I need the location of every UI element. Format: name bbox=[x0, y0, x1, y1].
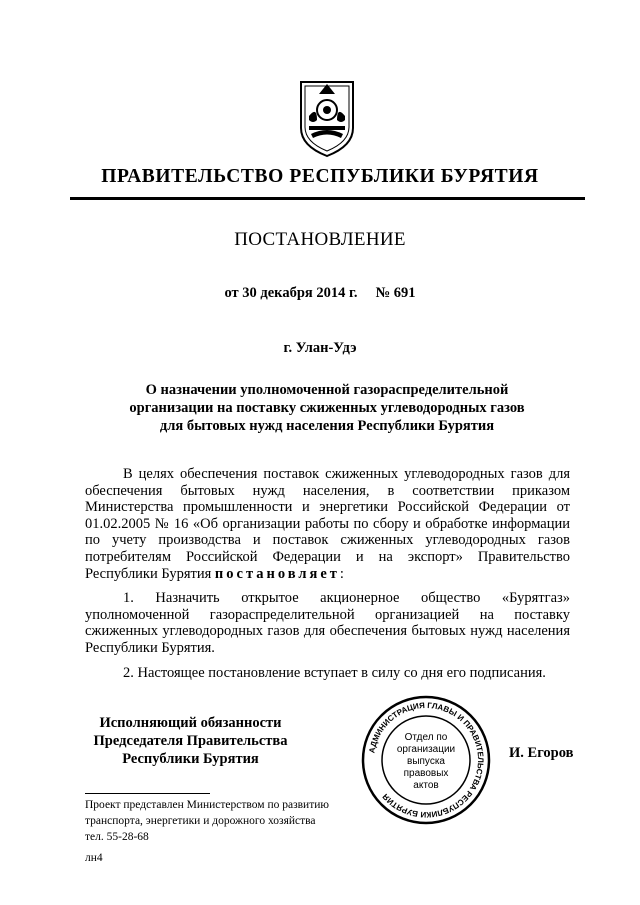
footnote bbox=[85, 797, 385, 845]
stamp-center-line: правовых bbox=[403, 768, 449, 779]
document-number: № 691 bbox=[375, 285, 416, 301]
date-number-line bbox=[0, 285, 640, 302]
subject-line: О назначении уполномоченной газораспределительной bbox=[145, 382, 509, 398]
document-body bbox=[85, 466, 570, 689]
signer-title-line: Председателя Правительства bbox=[93, 733, 288, 749]
subject-line: организации на поставку сжиженных углеводородных газов bbox=[129, 400, 525, 416]
item-paragraph: 2. Настоящее постановление вступает в силу со дня его подписания. bbox=[123, 664, 546, 681]
stamp-center-line: выпуска bbox=[407, 756, 445, 767]
signer-name: И. Егоров bbox=[509, 745, 574, 761]
coat-of-arms-emblem-icon bbox=[295, 76, 359, 158]
header-divider bbox=[70, 197, 585, 200]
stamp-center-line: Отдел по bbox=[404, 732, 448, 743]
signer-title-line: Республики Бурятия bbox=[122, 751, 259, 767]
document-code: лн4 bbox=[85, 852, 103, 864]
signer-title-line: Исполняющий обязанности bbox=[99, 715, 282, 731]
footnote-divider bbox=[85, 793, 210, 794]
subject-line: для бытовых нужд населения Республики Бурятия bbox=[159, 418, 495, 434]
footnote-line: тел. 55-28-68 bbox=[85, 831, 149, 843]
footnote-line: транспорта, энергетики и дорожного хозяйства bbox=[85, 815, 316, 827]
document-date: от 30 декабря 2014 г. bbox=[224, 285, 358, 301]
footnote-line: Проект представлен Министерством по развитию bbox=[85, 799, 329, 811]
city: г. Улан-Удэ bbox=[283, 340, 357, 356]
document-subject bbox=[100, 381, 554, 435]
preamble-paragraph bbox=[85, 466, 570, 582]
document-type: ПОСТАНОВЛЕНИЕ bbox=[234, 229, 406, 250]
decree-word: постановляет bbox=[214, 565, 340, 582]
item-paragraph: 1. Назначить открытое акционерное общество «Бурятгаз» уполномоченной газораспределительной организацией на поставку сжиженных углеводородных газов для обеспечения бытовых нужд населения Республики Бурятия. bbox=[85, 590, 570, 656]
organization-name: ПРАВИТЕЛЬСТВО РЕСПУБЛИКИ БУРЯТИЯ bbox=[101, 166, 539, 187]
stamp-center-line: организации bbox=[396, 744, 456, 755]
decree-colon: : bbox=[339, 565, 344, 582]
stamp-center-line: актов bbox=[413, 780, 439, 791]
stamp-ring-text: АДМИНИСТРАЦИЯ ГЛАВЫ И ПРАВИТЕЛЬСТВА РЕСПУБЛИКИ БУРЯТИЯ bbox=[367, 700, 486, 820]
signer-title bbox=[83, 714, 298, 768]
preamble-text: В целях обеспечения поставок сжиженных углеводородных газов для обеспечения бытовых нужд населения, в соответствии приказом Министерства промышленности и энергетики Российской Федерации от 01.02.2005 № 16 «Об организации работы по сбору и обработке информации по учету производства и поставок сжиженных углеводородных газов потребителям Российской Федерации и на экспорт» Правительство Республики Бурятия bbox=[85, 466, 570, 582]
